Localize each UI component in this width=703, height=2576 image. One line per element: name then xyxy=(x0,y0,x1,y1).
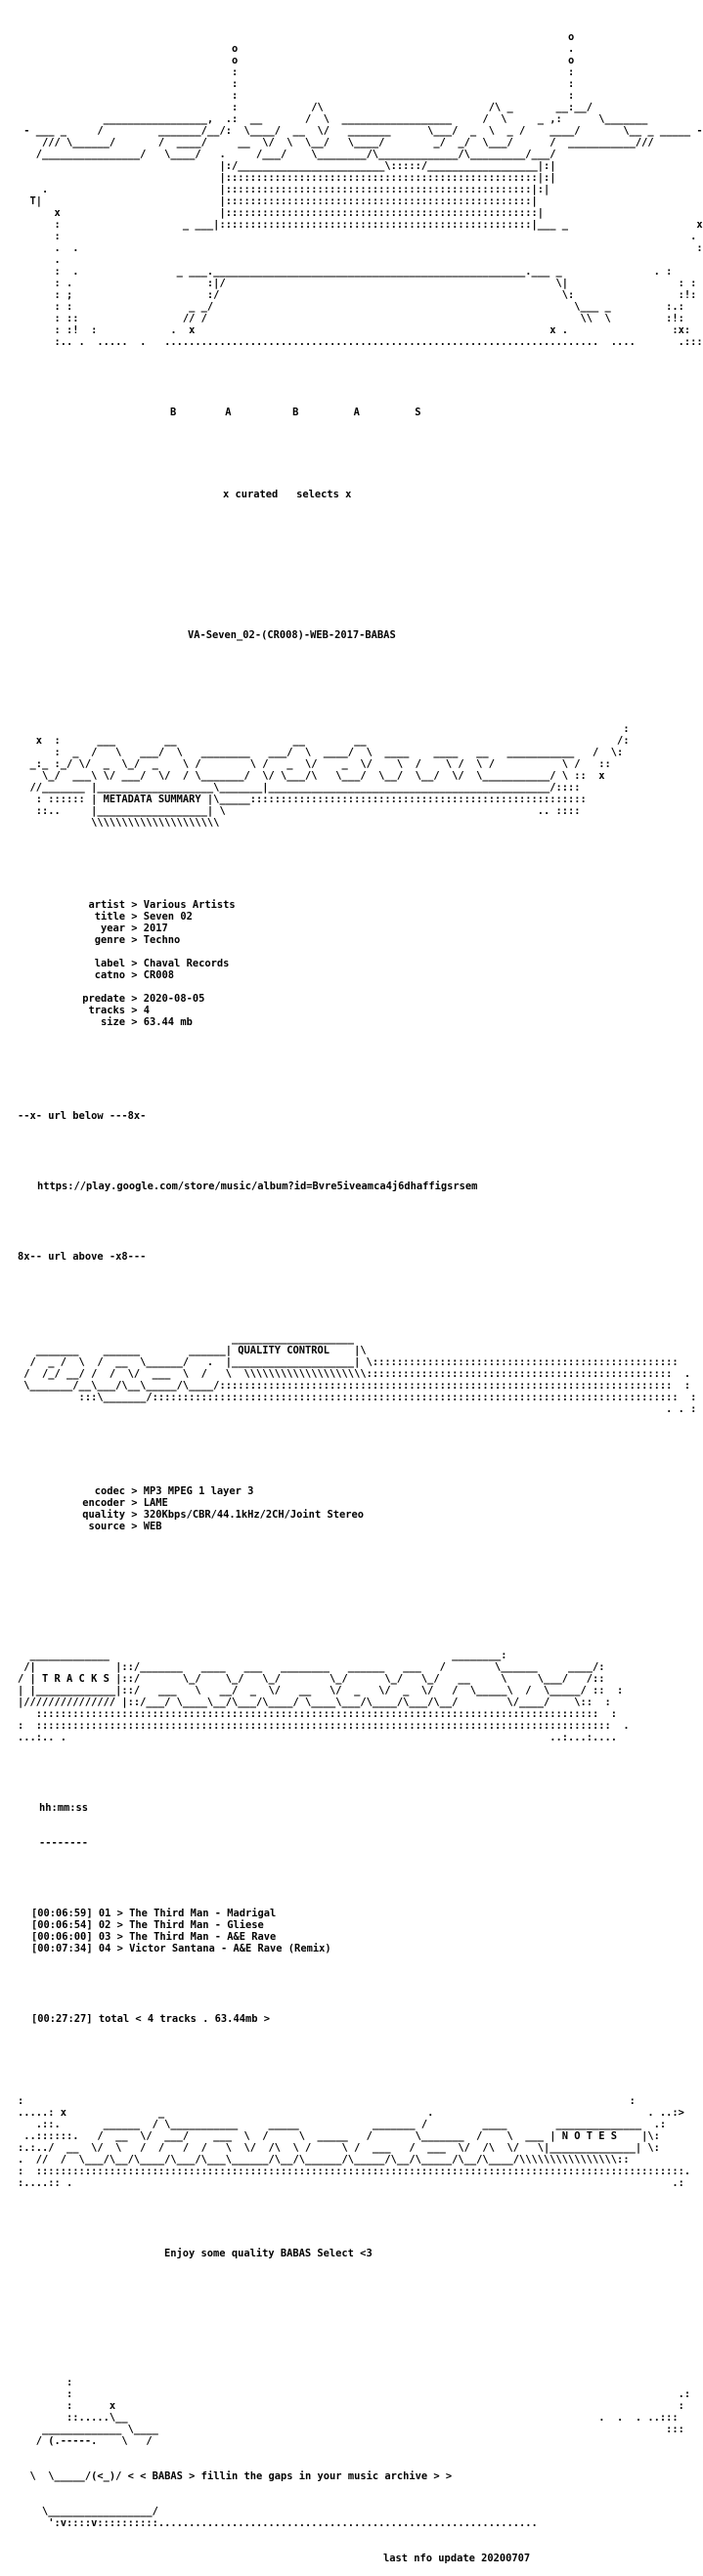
track-title: A&E Rave xyxy=(227,1931,277,1943)
metadata-row xyxy=(18,946,624,958)
track-time: 00:07:34 xyxy=(37,1943,87,1954)
track-punctuation: > xyxy=(110,1943,130,1954)
quality-row xyxy=(18,1521,624,1532)
tracks-total: [00:27:27] total < 4 tracks . 63.44mb > xyxy=(31,2013,270,2025)
track-number: 02 xyxy=(98,1919,111,1931)
metadata-label: predate xyxy=(82,993,125,1005)
metadata-separator: > xyxy=(125,1016,144,1028)
metadata-row xyxy=(18,969,624,981)
quality-value: LAME xyxy=(143,1497,168,1509)
tracks-header-underline-text: -------- xyxy=(39,1837,89,1849)
metadata-label: year xyxy=(100,923,125,934)
track-punctuation: [ xyxy=(31,1943,38,1954)
metadata-row xyxy=(18,911,624,923)
track-punctuation: > xyxy=(110,1908,130,1919)
track-number: 04 xyxy=(98,1943,111,1954)
track-row xyxy=(18,1919,624,1931)
metadata-value: 2017 xyxy=(143,923,168,934)
quality-value: 320Kbps/CBR/44.1kHz/2CH/Joint Stereo xyxy=(143,1509,364,1521)
track-punctuation: [ xyxy=(31,1931,38,1943)
track-number: 03 xyxy=(98,1931,111,1943)
metadata-value: Techno xyxy=(143,934,181,946)
metadata-value: Seven 02 xyxy=(143,911,193,923)
quality-value: MP3 MPEG 1 layer 3 xyxy=(143,1485,254,1497)
track-punctuation: [ xyxy=(31,1919,38,1931)
metadata-row xyxy=(18,934,624,946)
metadata-value: Chaval Records xyxy=(143,958,230,969)
track-list xyxy=(18,1908,624,1954)
tracks-banner: _____________ ________: /| |::/_______ ____ ___ ________ ______ ___ / \______ ____/: / | T R A C K S |::/ \_/ \_/ \_/ \_/ \_/ \_/ __ \ \___/ /:: | |_____________|::/ ___ \ __/ _ \/ __ \/ _ \/ _ \/ / \_____\ / \_____/ :: : |/////////////// |::/___/ \____\__/\___/\____/ \____\___/\____/\___/\__/ \/____/ \:: : :::::::::::::::::::::::::::::::::::::::::::::::::::::::::::::::::::::::::::::::::::::::::::: : : :::::::::::::::::::::::::::::::::::::::::::::::::::::::::::::::::::::::::::::::::::::::::::::: . ...:.. . ..:...:.... xyxy=(18,1650,630,1743)
tracks-header xyxy=(18,1802,624,1814)
notes-text-content: Enjoy some quality BABAS Select <3 xyxy=(164,2248,373,2259)
slogan-suffix: > xyxy=(445,2470,453,2482)
metadata-separator: > xyxy=(125,934,144,946)
quality-separator: > xyxy=(125,1509,144,1521)
release-name-text: VA-Seven_02-(CR008)-WEB-2017-BABAS xyxy=(188,629,396,641)
footer-ascii-art: : : .: : x : ::.....\__ . . . ..::: _____________ \____ ::: / (.-----. \ / xyxy=(35,2377,691,2447)
metadata-label: label xyxy=(94,958,125,969)
track-punctuation: - xyxy=(214,1943,234,1954)
metadata-row xyxy=(18,1016,624,1028)
metadata-label: size xyxy=(100,1016,125,1028)
slogan-text: < BABAS > fillin the gaps in your music archive > xyxy=(140,2470,440,2482)
metadata-separator: > xyxy=(125,993,144,1005)
quality-separator: > xyxy=(125,1485,144,1497)
header-ascii-art: o o . o o : : : : : : : /\ /\ _ __:__/ _________________, .: __ / \ __________________ / \ _ ,: \_______ - ___ _ / _______/__/: \____/ __ \/ _______ \___/ _ \ _ / ____/ \__ _ _____ - /// \______/ / ____/ __ \/ \ \__/ \____/ _/ _/ \___/ / ___________/// /________________/ \____/ . /___/ \________/\_____________/\_________/___/ |:/________________________\:::::/__________________|:| |:::::::::::::::::::::::::::::::::::::::::::::::::::|:| . |::::::::::::::::::::::::::::::::::::::::::::::::::|:| T| |::::::::::::::::::::::::::::::::::::::::::::::::::| x |:::::::::::::::::::::::::::::::::::::::::::::::::::| : _ ___|:::::::::::::::::::::::::::::::::::::::::::::::::::|___ _ x : . . . : . : . _ ___.___________________________________________________.___ _ . : : . :|/ \| : : : ; :/ \: :!: : : _ _/ \___ _ :.: : :: // / \\ \ :!: : :! : . x x . :x: :.. . ..... . ....................................................................... .... .::: xyxy=(23,31,703,348)
tagline xyxy=(18,489,624,500)
metadata-separator: > xyxy=(125,899,144,911)
track-punctuation: ] xyxy=(86,1908,99,1919)
quality-label: encoder xyxy=(82,1497,125,1509)
track-title: A&E Rave (Remix) xyxy=(233,1943,331,1954)
quality-row xyxy=(18,1509,624,1521)
metadata-row xyxy=(18,981,624,993)
metadata-separator: > xyxy=(125,911,144,923)
quality-separator: > xyxy=(125,1521,144,1532)
quality-label: source xyxy=(88,1521,125,1532)
track-time: 00:06:59 xyxy=(37,1908,87,1919)
track-punctuation: [ xyxy=(31,1908,38,1919)
metadata-label: artist xyxy=(88,899,125,911)
quality-value: WEB xyxy=(143,1521,162,1532)
slogan-prefix: \ \_____/(<_)/ < xyxy=(18,2470,134,2482)
quality-row xyxy=(18,1485,624,1497)
metadata-row xyxy=(18,899,624,911)
album-url-link[interactable]: https://play.google.com/store/music/album?id=Bvre5iveamca4j6dhaffigsrsem xyxy=(37,1181,478,1192)
track-punctuation: - xyxy=(208,1931,228,1943)
tracks-header-text: hh:mm:ss xyxy=(39,1802,89,1814)
track-punctuation: ] xyxy=(86,1919,99,1931)
track-artist: The Third Man xyxy=(129,1908,209,1919)
track-row xyxy=(18,1943,624,1954)
metadata-summary-banner: : x : ___ __ __ __ /: : _ / \ ___/ \ ________ ___/ \ ____/ \ ____ ____ __ ___________ / \: _:_ :_/ \/ _ \_/ _ \ / \ / _ \/ _ \/ \ / \ / \ / \ / :: \_/ ___\ \/ ___/ \/ / \_______/ \/ \___/\ \___/ \__/ \__/ \/ \___________/ \ :: x //_______ |___________________\_______|______________________________________________/:::: : :::::: | METADATA SUMMARY |\_____::::::::::::::::::::::::::::::::::::::::::::::::::::::: ::.. |__________________| \ .. :::: \\\\\\\\\\\\\\\\\\\\\ xyxy=(29,723,630,829)
metadata-row xyxy=(18,993,624,1005)
track-punctuation: > xyxy=(110,1919,130,1931)
tracks-header-underline xyxy=(18,1837,624,1849)
quality-separator: > xyxy=(125,1497,144,1509)
tagline-text: x curated selects x xyxy=(223,489,352,500)
track-punctuation: - xyxy=(208,1919,228,1931)
notes-text xyxy=(18,2248,624,2259)
url-above-marker: 8x-- url above -x8--- xyxy=(18,1251,147,1263)
last-update xyxy=(18,2553,624,2564)
footer-ascii-art-bottom: \_________________/ ':v::::v::::::::::.............................................................. xyxy=(42,2506,538,2529)
track-artist: The Third Man xyxy=(129,1919,209,1931)
metadata-label: title xyxy=(94,911,125,923)
track-punctuation: > xyxy=(110,1931,130,1943)
notes-banner: : : .....: x _ . . ..:> .::. ______ / \___________ _____ _______ / ____ ______________ .: ..::::::. / __ \/ ___/ ___ \ / \ _____ / \_______ / \ ___ | N O T E S |\: :.:../ __ \/ \ / / / / \ \/ /\ \ / \ / ___ / ___ \/ /\ \/ \|______________| \: . // / \___/\__/\____/\___/\___\______/\__/\______/\_____/\__/\_____/\__/\____/\\\\\\\\\\\\\\\\:: : ::::::::::::::::::::::::::::::::::::::::::::::::::::::::::::::::::::::::::::::::::::::::::::::::::::::::::. :....:: . .: xyxy=(18,2095,691,2189)
last-update-text: last nfo update 20200707 xyxy=(383,2553,531,2564)
metadata-separator: > xyxy=(125,923,144,934)
track-row xyxy=(18,1908,624,1919)
quality-row xyxy=(18,1497,624,1509)
quality-control-banner: ____________________ _______ ______ ______| QUALITY CONTROL |\ / _ / \ / __ \______/ . |____________________| \:::::::::::::::::::::::::::::::::::::::::::::::::: / /_/ __/ / / \/ ___ \ / \ \\\\\\\\\\\\\\\\\\\\:::::::::::::::::::::::::::::::::::::::::::::::::: . \_______/__\___/\__\_____/\____/:::::::::::::::::::::::::::::::::::::::::::::::::::::::::::::::::::::::::: : :::\_______/:::::::::::::::::::::::::::::::::::::::::::::::::::::::::::::::::::::::::::::::::::::: : . . : xyxy=(23,1333,697,1415)
metadata-value: 4 xyxy=(143,1005,151,1016)
metadata-row xyxy=(18,958,624,969)
quality-label: quality xyxy=(82,1509,125,1521)
metadata-label: tracks xyxy=(88,1005,125,1016)
url-below-marker: --x- url below ---8x- xyxy=(18,1110,147,1122)
track-punctuation: ] xyxy=(86,1943,99,1954)
track-punctuation: ] xyxy=(86,1931,99,1943)
metadata-value: Various Artists xyxy=(143,899,236,911)
metadata-value: 63.44 mb xyxy=(143,1016,193,1028)
track-title: Madrigal xyxy=(227,1908,277,1919)
metadata-row xyxy=(18,923,624,934)
track-time: 00:06:54 xyxy=(37,1919,87,1931)
metadata-list xyxy=(18,899,624,1028)
quality-list xyxy=(18,1485,624,1532)
track-title: Gliese xyxy=(227,1919,264,1931)
track-row xyxy=(18,1931,624,1943)
release-name xyxy=(18,629,624,641)
track-number: 01 xyxy=(98,1908,111,1919)
metadata-separator: > xyxy=(125,969,144,981)
metadata-label: genre xyxy=(94,934,125,946)
footer-slogan-line xyxy=(18,2470,624,2482)
metadata-separator: > xyxy=(125,958,144,969)
track-punctuation: - xyxy=(208,1908,228,1919)
nfo-document xyxy=(18,8,703,2576)
metadata-label: catno xyxy=(94,969,125,981)
quality-label: codec xyxy=(94,1485,125,1497)
track-time: 00:06:00 xyxy=(37,1931,87,1943)
metadata-separator: > xyxy=(125,1005,144,1016)
babas-letters: B A B A S xyxy=(170,407,421,418)
track-artist: The Third Man xyxy=(129,1931,209,1943)
metadata-value: CR008 xyxy=(143,969,175,981)
metadata-row xyxy=(18,1005,624,1016)
metadata-value: 2020-08-05 xyxy=(143,993,205,1005)
track-artist: Victor Santana xyxy=(129,1943,215,1954)
header-letters xyxy=(18,407,624,418)
